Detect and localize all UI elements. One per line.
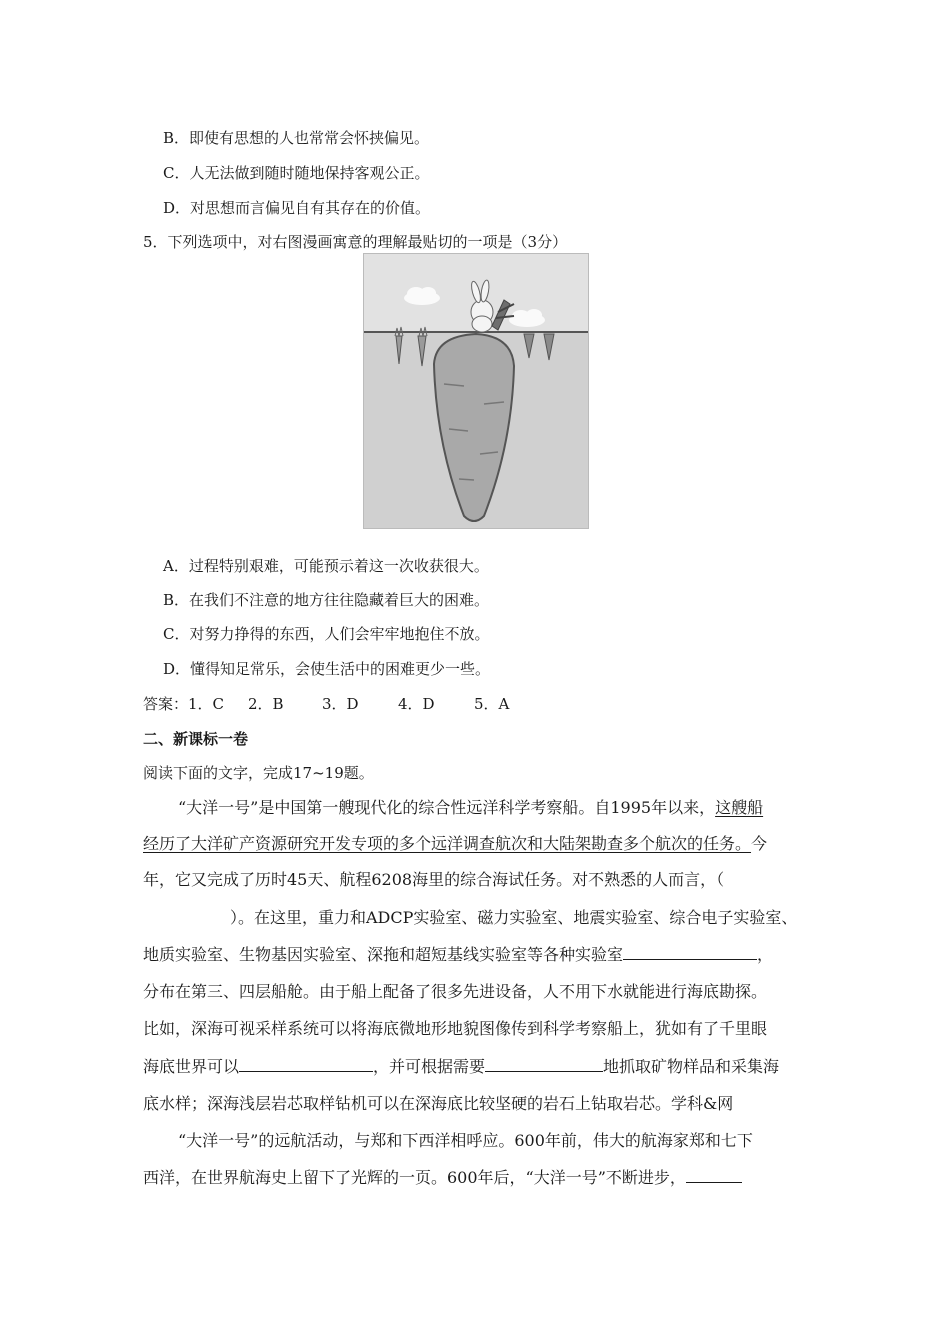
passage-text: “大洋一号”是中国第一艘现代化的综合性远洋科学考察船。自1995年以来， [178, 798, 716, 817]
passage-line: 年，它又完成了历时45天、航程6208海里的综合海试任务。对不熟悉的人而言，（ [143, 870, 725, 889]
answer-item: 5．A [474, 695, 510, 713]
passage-line [143, 834, 767, 854]
answer-key [143, 694, 509, 714]
answer-item: 4．D [398, 695, 435, 713]
passage-text: 地抓取矿物样品和采集海 [603, 1057, 780, 1076]
passage-text: ，并可根据需要 [373, 1057, 486, 1076]
passage-line [143, 1168, 742, 1188]
passage-line: ）。在这里，重力和ADCP实验室、磁力实验室、地震实验室、综合电子实验室、 [230, 908, 798, 927]
q4-option-b: B．即使有思想的人也常常会怀挟偏见。 [163, 129, 430, 147]
q5-option-b: B．在我们不注意的地方往往隐藏着巨大的困难。 [163, 591, 490, 609]
passage-text: ， [757, 945, 774, 964]
answer-item: 1．C [188, 695, 225, 713]
passage-line: 比如，深海可视采样系统可以将海底微地形地貌图像传到科学考察船上，犹如有了千里眼 [143, 1019, 768, 1038]
q5-option-d: D．懂得知足常乐，会使生活中的困难更少一些。 [163, 660, 491, 678]
q5-option-a: A．过程特别艰难，可能预示着这一次收获很大。 [163, 557, 489, 575]
answer-item: 3．D [322, 695, 359, 713]
q4-option-c: C．人无法做到随时随地保持客观公正。 [163, 164, 430, 182]
underlined-sentence: 这艘船 [715, 798, 764, 817]
cartoon-rabbit-carrot [363, 253, 589, 529]
passage-line: “大洋一号”的远航活动，与郑和下西洋相呼应。600年前，伟大的航海家郑和七下 [178, 1131, 753, 1150]
passage-line [143, 945, 773, 965]
passage-text: 今 [751, 834, 768, 853]
passage-line [143, 1057, 779, 1077]
passage-line [178, 798, 763, 818]
section-heading: 二、新课标一卷 [143, 730, 249, 748]
fill-blank [623, 945, 757, 960]
passage-text: 海底世界可以 [143, 1057, 240, 1076]
cartoon-illustration [364, 254, 588, 528]
passage-text: 西洋，在世界航海史上留下了光辉的一页。600年后，“大洋一号”不断进步， [143, 1168, 686, 1187]
answer-label: 答案： [143, 695, 189, 713]
passage-line: 底水样；深海浅层岩芯取样钻机可以在深海底比较坚硬的岩石上钻取岩芯。学科&网 [143, 1094, 734, 1113]
fill-blank [485, 1057, 603, 1072]
answer-item: 2．B [248, 695, 284, 713]
underlined-sentence: 经历了大洋矿产资源研究开发专项的多个远洋调查航次和大陆架勘查多个航次的任务。 [143, 834, 752, 853]
section-instruction: 阅读下面的文字，完成17~19题。 [143, 764, 374, 782]
fill-blank [239, 1057, 373, 1072]
passage-line: 分布在第三、四层船舱。由于船上配备了很多先进设备，人不用下水就能进行海底勘探。 [143, 982, 768, 1001]
fill-blank [686, 1168, 742, 1183]
q5-stem: 5．下列选项中，对右图漫画寓意的理解最贴切的一项是（3分） [143, 233, 568, 251]
passage-text: 地质实验室、生物基因实验室、深拖和超短基线实验室等各种实验室 [143, 945, 624, 964]
q4-option-d: D．对思想而言偏见自有其存在的价值。 [163, 199, 431, 217]
q5-option-c: C．对努力挣得的东西，人们会牢牢地抱住不放。 [163, 625, 490, 643]
